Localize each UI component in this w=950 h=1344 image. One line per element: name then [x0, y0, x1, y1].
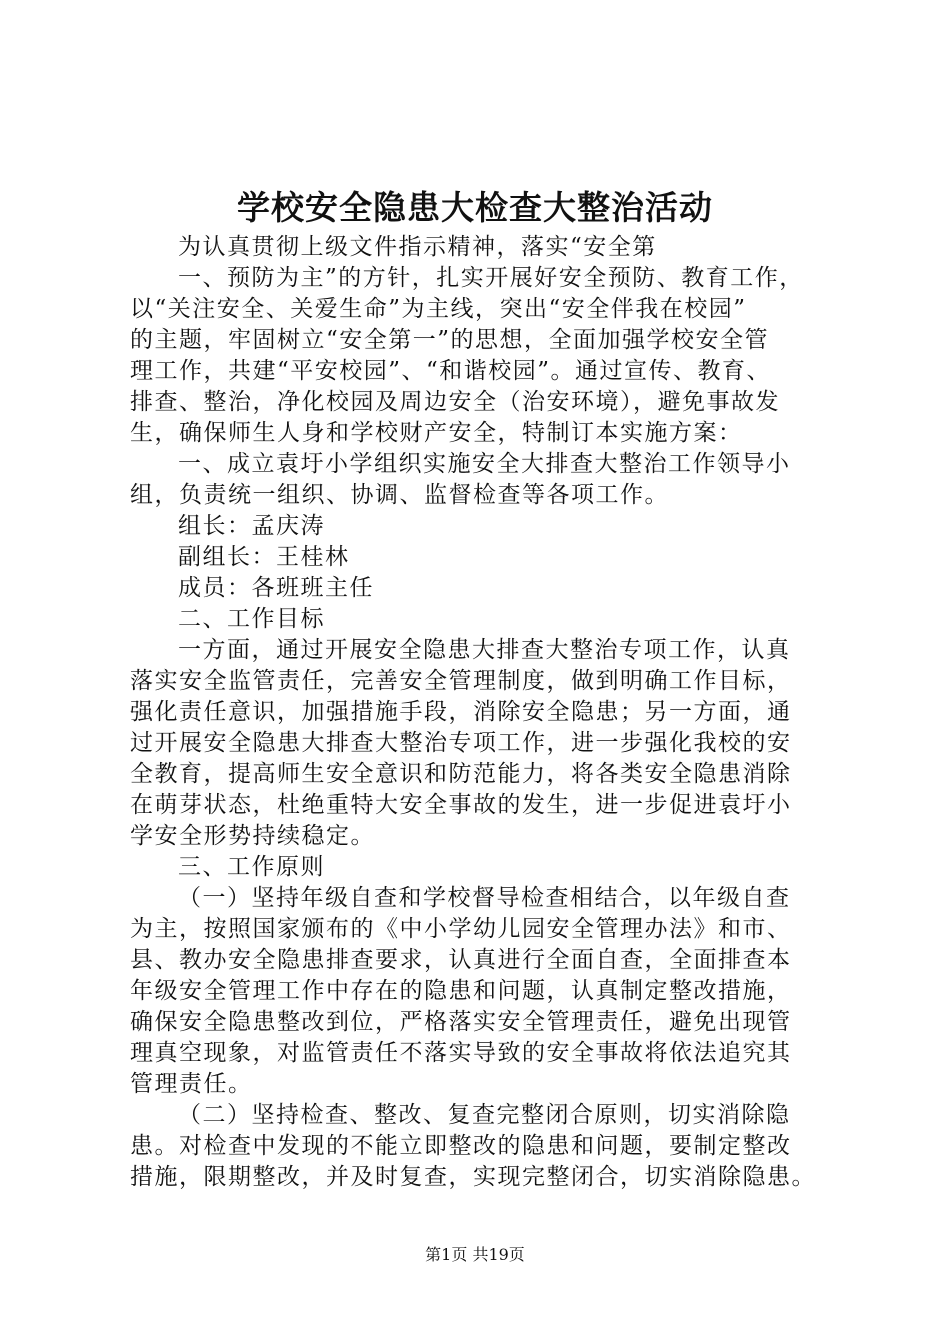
text-line: 组长：孟庆涛	[178, 513, 325, 539]
text-line: 理工作，共建“平安校园”、“和谐校园”。通过宣传、教育、	[130, 358, 772, 384]
text-line: （二）坚持检查、整改、复查完整闭合原则，切实消除隐	[178, 1102, 791, 1128]
text-line: 一、成立袁圩小学组织实施安全大排查大整治工作领导小	[178, 451, 791, 477]
text-line: 管理责任。	[130, 1071, 253, 1097]
text-line: 一、预防为主”的方针，扎实开展好安全预防、教育工作，	[178, 265, 804, 291]
text-line: 在萌芽状态，杜绝重特大安全事故的发生，进一步促进袁圩小	[130, 792, 792, 818]
text-line: 副组长：王桂林	[178, 544, 350, 570]
text-line: 县、教办安全隐患排查要求，认真进行全面自查，全面排查本	[130, 947, 792, 973]
text-line: 理真空现象，对监管责任不落实导致的安全事故将依法追究其	[130, 1040, 792, 1066]
text-line: 患。对检查中发现的不能立即整改的隐患和问题，要制定整改	[130, 1133, 792, 1159]
text-line: 三、工作原则	[178, 854, 325, 880]
text-line: 过开展安全隐患大排查大整治专项工作，进一步强化我校的安	[130, 730, 792, 756]
text-line: 成员：各班班主任	[178, 575, 374, 601]
text-line: 为认真贯彻上级文件指示精神，落实“安全第	[178, 234, 657, 260]
text-line: 的主题，牢固树立“安全第一”的思想，全面加强学校安全管	[130, 327, 770, 353]
text-line: 学安全形势持续稳定。	[130, 823, 375, 849]
text-line: 确保安全隐患整改到位，严格落实安全管理责任，避免出现管	[130, 1009, 792, 1035]
text-line: 二、工作目标	[178, 606, 325, 632]
text-line: 一方面，通过开展安全隐患大排查大整治专项工作，认真	[178, 637, 791, 663]
text-line: （一）坚持年级自查和学校督导检查相结合，以年级自查	[178, 885, 791, 911]
text-line: 组，负责统一组织、协调、监督检查等各项工作。	[130, 482, 669, 508]
text-line: 落实安全监管责任，完善安全管理制度，做到明确工作目标，	[130, 668, 792, 694]
text-line: 生，确保师生人身和学校财产安全，特制订本实施方案：	[130, 420, 743, 446]
text-line: 措施，限期整改，并及时复查，实现完整闭合，切实消除隐患。	[130, 1164, 816, 1190]
page-title: 学校安全隐患大检查大整治活动	[237, 188, 713, 227]
body-text	[130, 232, 830, 1193]
text-line: 为主，按照国家颁布的《中小学幼儿园安全管理办法》和市、	[130, 916, 792, 942]
text-line: 强化责任意识，加强措施手段，消除安全隐患；另一方面，通	[130, 699, 792, 725]
page-footer: 第1页 共19页	[425, 1245, 525, 1264]
text-line: 年级安全管理工作中存在的隐患和问题，认真制定整改措施，	[130, 978, 792, 1004]
text-line: 以“关注安全、关爱生命”为主线，突出“安全伴我在校园”	[130, 296, 747, 322]
text-line: 排查、整治，净化校园及周边安全（治安环境），避免事故发	[130, 389, 780, 415]
text-line: 全教育，提高师生安全意识和防范能力，将各类安全隐患消除	[130, 761, 792, 787]
